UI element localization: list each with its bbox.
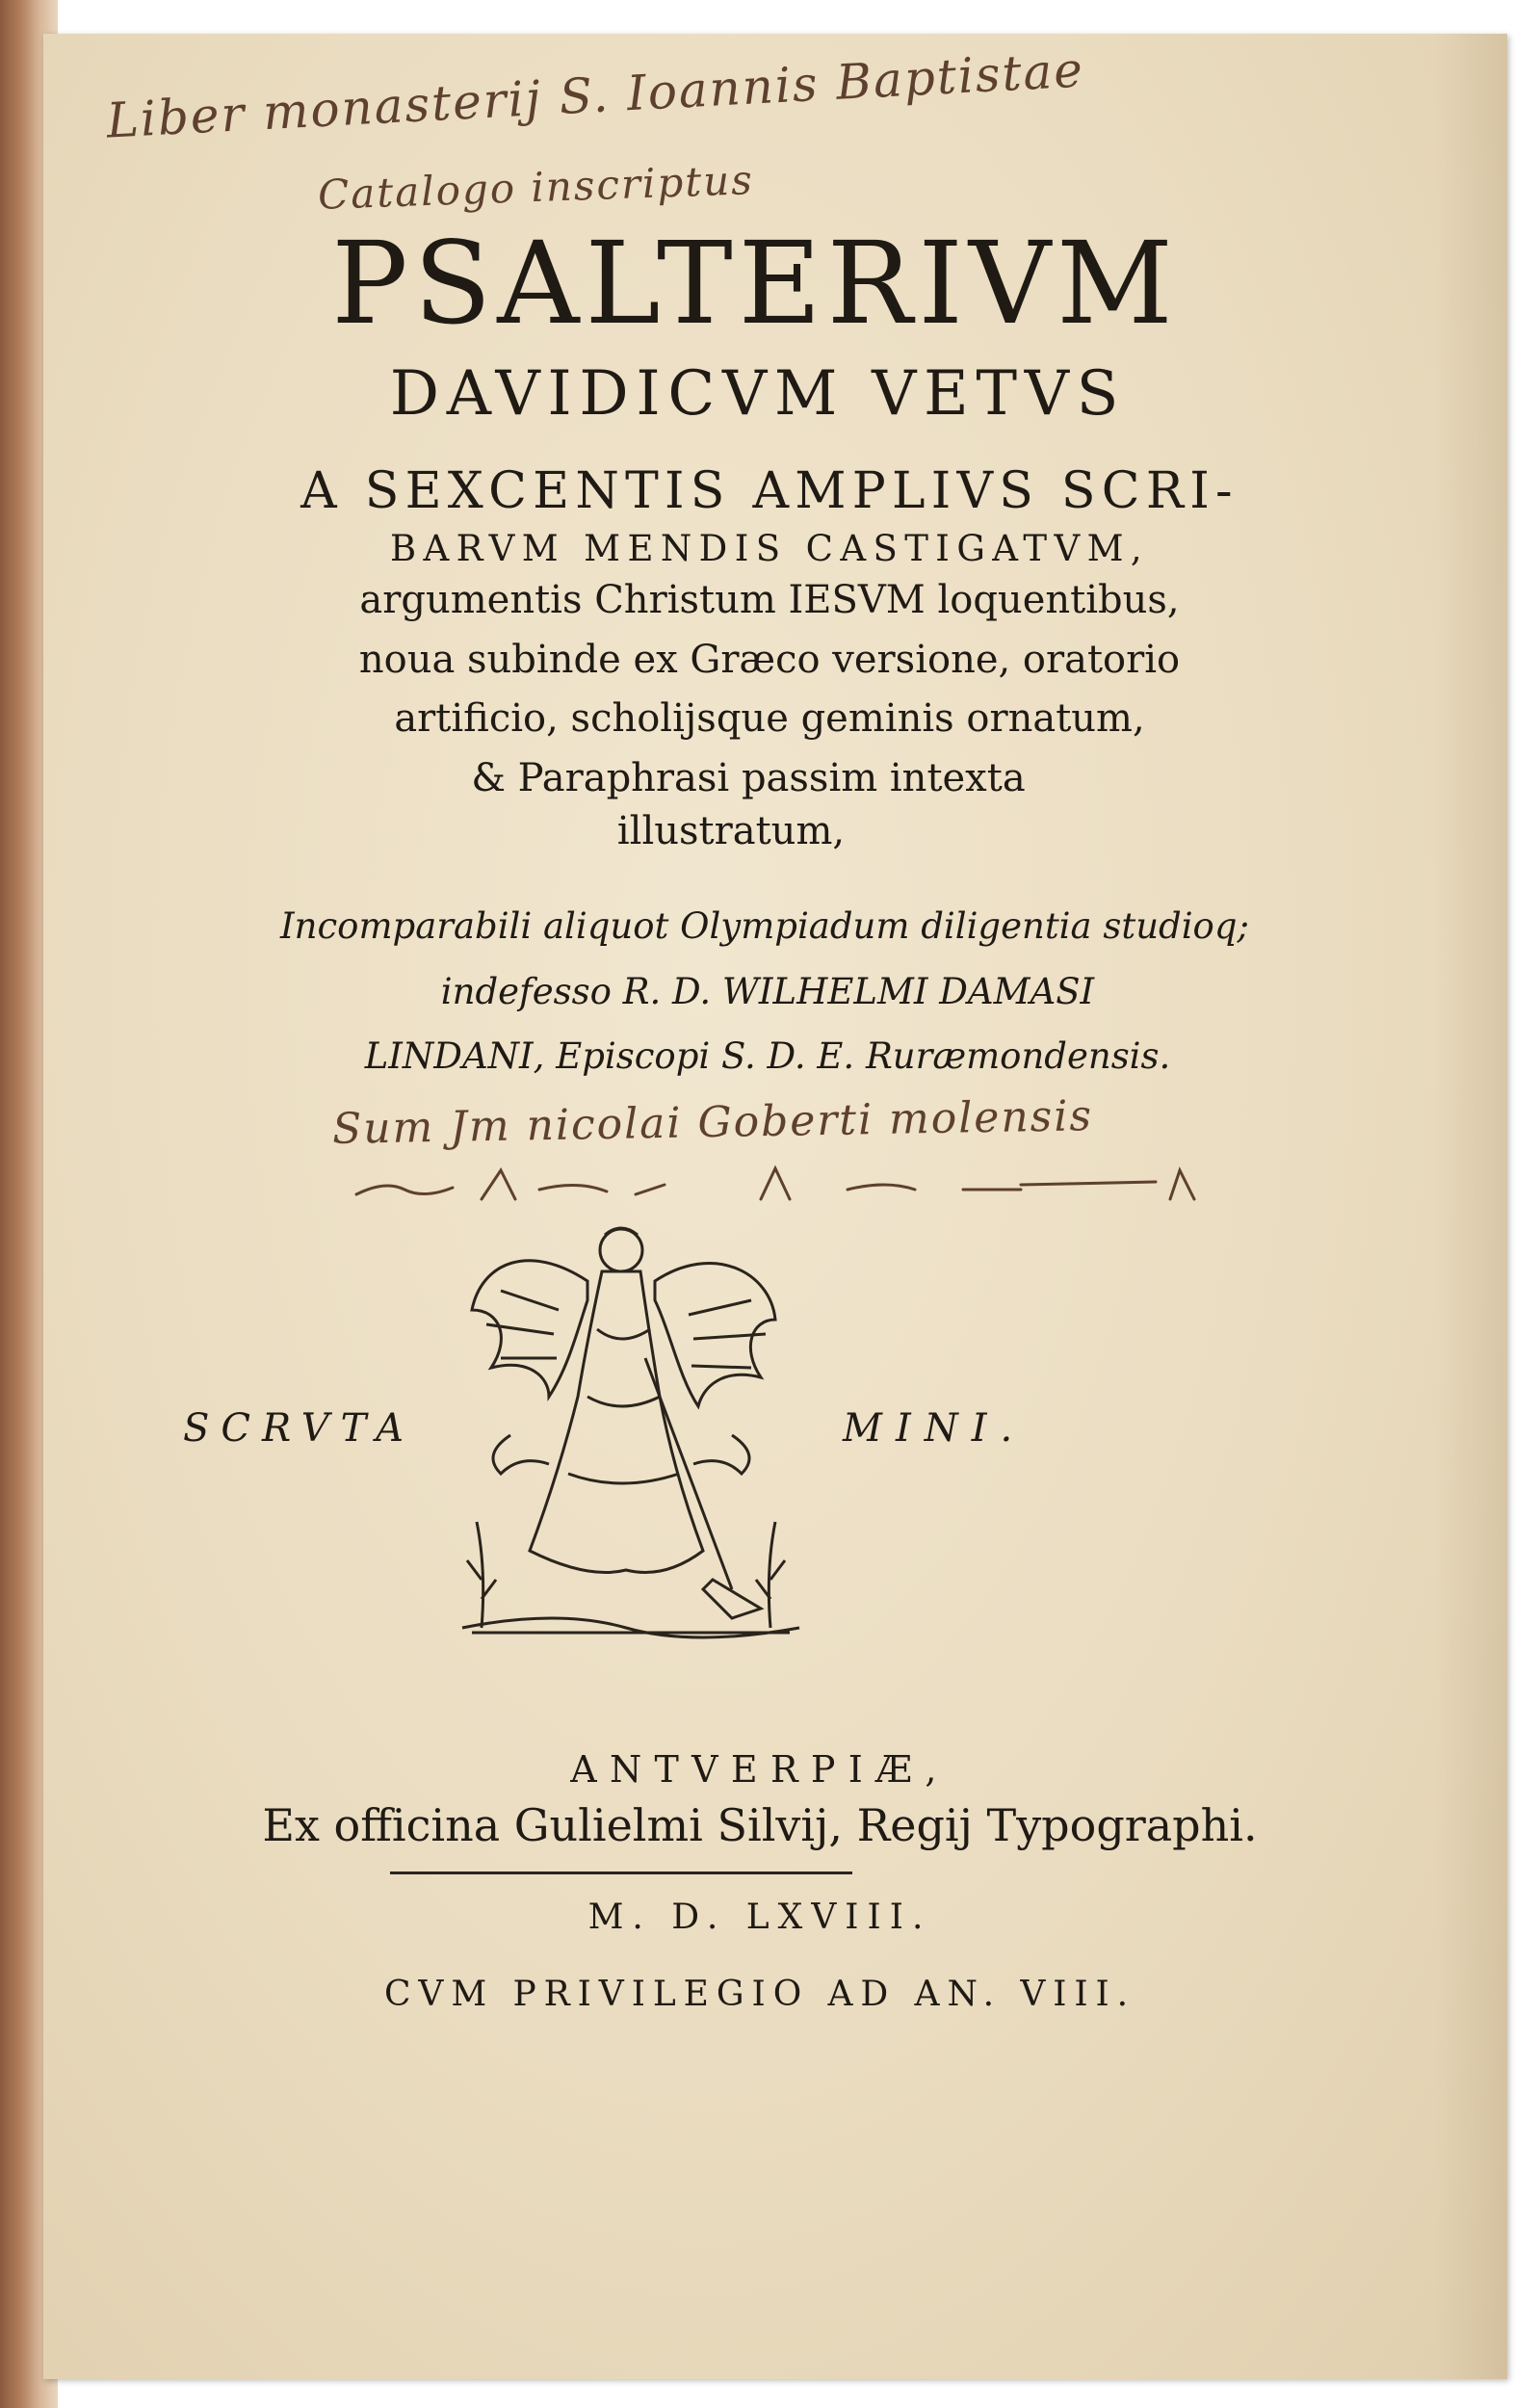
handwritten-inscription-line-1: Liber monasterij S. Ioannis Baptistae [105,41,1086,149]
device-motto-left: SCRVTA [183,1406,415,1451]
title-line-2: BARVM MENDIS CASTIGATVM, [389,528,1150,569]
title-line-6: & Paraphrasi passim intexta [471,756,1026,800]
title-line-3: argumentis Christum IESVM loquentibus, [359,578,1180,622]
title-line-4: noua subinde ex Græco versione, oratorio [358,638,1181,682]
imprint-year: M. D. LXVIII. [587,1898,932,1937]
title-line-7: illustratum, [616,809,846,853]
title-line-5: artificio, scholijsque geminis ornatum, [394,696,1145,741]
main-title: PSALTERIVM [331,217,1179,350]
handwritten-owner-inscription: Sum Jm nicolai Goberti molensis [331,1091,1094,1154]
imprint-privilege: CVM PRIVILEGIO AD AN. VIII. [383,1975,1136,2014]
author-line-2: indefesso R. D. WILHELMI DAMASI [440,971,1095,1012]
author-line-1: Incomparabili aliquot Olympiadum diligentia studioq; [280,905,1249,947]
printers-device-angel [443,1204,809,1647]
device-motto-right: MINI. [843,1406,1027,1451]
imprint-rule [390,1871,852,1874]
title-line-1: A SEXCENTIS AMPLIVS SCRI- [300,462,1239,520]
handwritten-inscription-line-2: Catalogo inscriptus [317,156,755,219]
author-line-3: LINDANI, Episcopi S. D. E. Ruræmondensis. [364,1035,1171,1077]
imprint-printer: Ex officina Gulielmi Silvij, Regij Typographi. [262,1799,1258,1851]
imprint-city: ANTVERPIÆ, [570,1748,950,1791]
subtitle: DAVIDICVM VETVS [389,358,1127,430]
